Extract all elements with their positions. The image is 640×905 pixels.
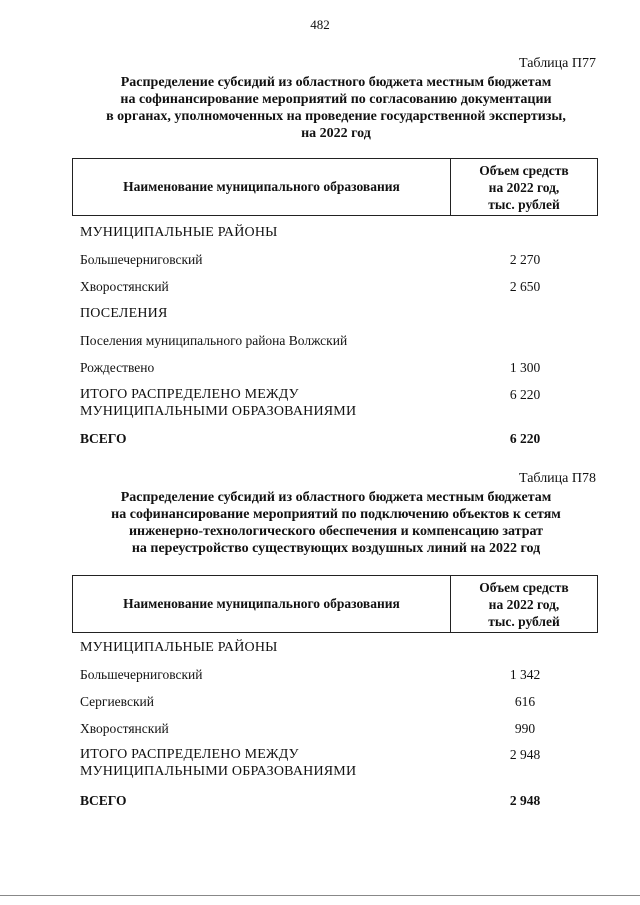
title-line: на 2022 год xyxy=(301,126,371,141)
row-value: 6 220 xyxy=(509,387,541,402)
table-label-p77: Таблица П77 xyxy=(519,56,596,71)
volume-header-line: тыс. рублей xyxy=(488,613,560,629)
table-title-p77 xyxy=(60,74,612,142)
row-value: 6 220 xyxy=(509,431,541,446)
volume-header-line: на 2022 год, xyxy=(488,179,560,195)
column-header-volume xyxy=(450,159,597,215)
row-value: 2 270 xyxy=(509,252,541,267)
volume-header-line: Объем средств xyxy=(479,579,569,595)
row-name: МУНИЦИПАЛЬНЫЕ РАЙОНЫ xyxy=(80,640,278,655)
row-name: Хворостянский xyxy=(80,721,169,736)
row-name: Сергиевский xyxy=(80,694,154,709)
page-bottom-rule xyxy=(0,895,640,896)
page-number: 482 xyxy=(310,17,330,32)
title-line: на переустройство существующих воздушных линий на 2022 год xyxy=(131,541,541,556)
row-name-line: ИТОГО РАСПРЕДЕЛЕНО МЕЖДУ xyxy=(80,387,299,402)
row-name xyxy=(80,746,356,780)
row-name: Большечерниговский xyxy=(80,667,203,682)
row-value: 2 948 xyxy=(509,747,541,762)
title-line: Распределение субсидий из областного бюджета местным бюджетам xyxy=(120,490,552,505)
row-value: 990 xyxy=(514,721,536,736)
column-header-name: Наименование муниципального образования xyxy=(123,179,400,194)
volume-header-line: Объем средств xyxy=(479,162,569,178)
row-name: ВСЕГО xyxy=(80,793,127,808)
row-value: 1 342 xyxy=(509,667,541,682)
row-value: 616 xyxy=(514,694,536,709)
row-name: Хворостянский xyxy=(80,279,169,294)
title-line: в органах, уполномоченных на проведение государственной экспертизы, xyxy=(106,109,566,124)
table-header-p77 xyxy=(72,158,598,216)
column-header-name: Наименование муниципального образования xyxy=(123,596,400,611)
title-line: Распределение субсидий из областного бюджета местным бюджетам xyxy=(120,75,552,90)
row-name: ПОСЕЛЕНИЯ xyxy=(80,306,168,321)
row-name: Рождествено xyxy=(80,360,155,375)
row-name-line: ИТОГО РАСПРЕДЕЛЕНО МЕЖДУ xyxy=(80,747,299,762)
row-name xyxy=(80,386,356,420)
title-line: на софинансирование мероприятий по согласованию документации xyxy=(120,92,552,107)
column-header-volume xyxy=(450,576,597,632)
title-line: на софинансирование мероприятий по подключению объектов к сетям xyxy=(111,507,561,522)
title-line: инженерно-технологического обеспечения и компенсацию затрат xyxy=(128,524,544,539)
row-name: Большечерниговский xyxy=(80,252,203,267)
row-name: МУНИЦИПАЛЬНЫЕ РАЙОНЫ xyxy=(80,225,278,240)
row-value: 1 300 xyxy=(509,360,541,375)
row-name-line: МУНИЦИПАЛЬНЫМИ ОБРАЗОВАНИЯМИ xyxy=(80,404,357,419)
table-header-p78 xyxy=(72,575,598,633)
row-name: ВСЕГО xyxy=(80,431,127,446)
row-name-line: МУНИЦИПАЛЬНЫМИ ОБРАЗОВАНИЯМИ xyxy=(80,764,357,779)
table-title-p78 xyxy=(60,489,612,557)
volume-header-line: тыс. рублей xyxy=(488,196,560,212)
volume-header-line: на 2022 год, xyxy=(488,596,560,612)
row-value: 2 650 xyxy=(509,279,541,294)
row-name: Поселения муниципального района Волжский xyxy=(80,333,348,348)
table-label-p78: Таблица П78 xyxy=(519,471,596,486)
row-value: 2 948 xyxy=(509,793,541,808)
